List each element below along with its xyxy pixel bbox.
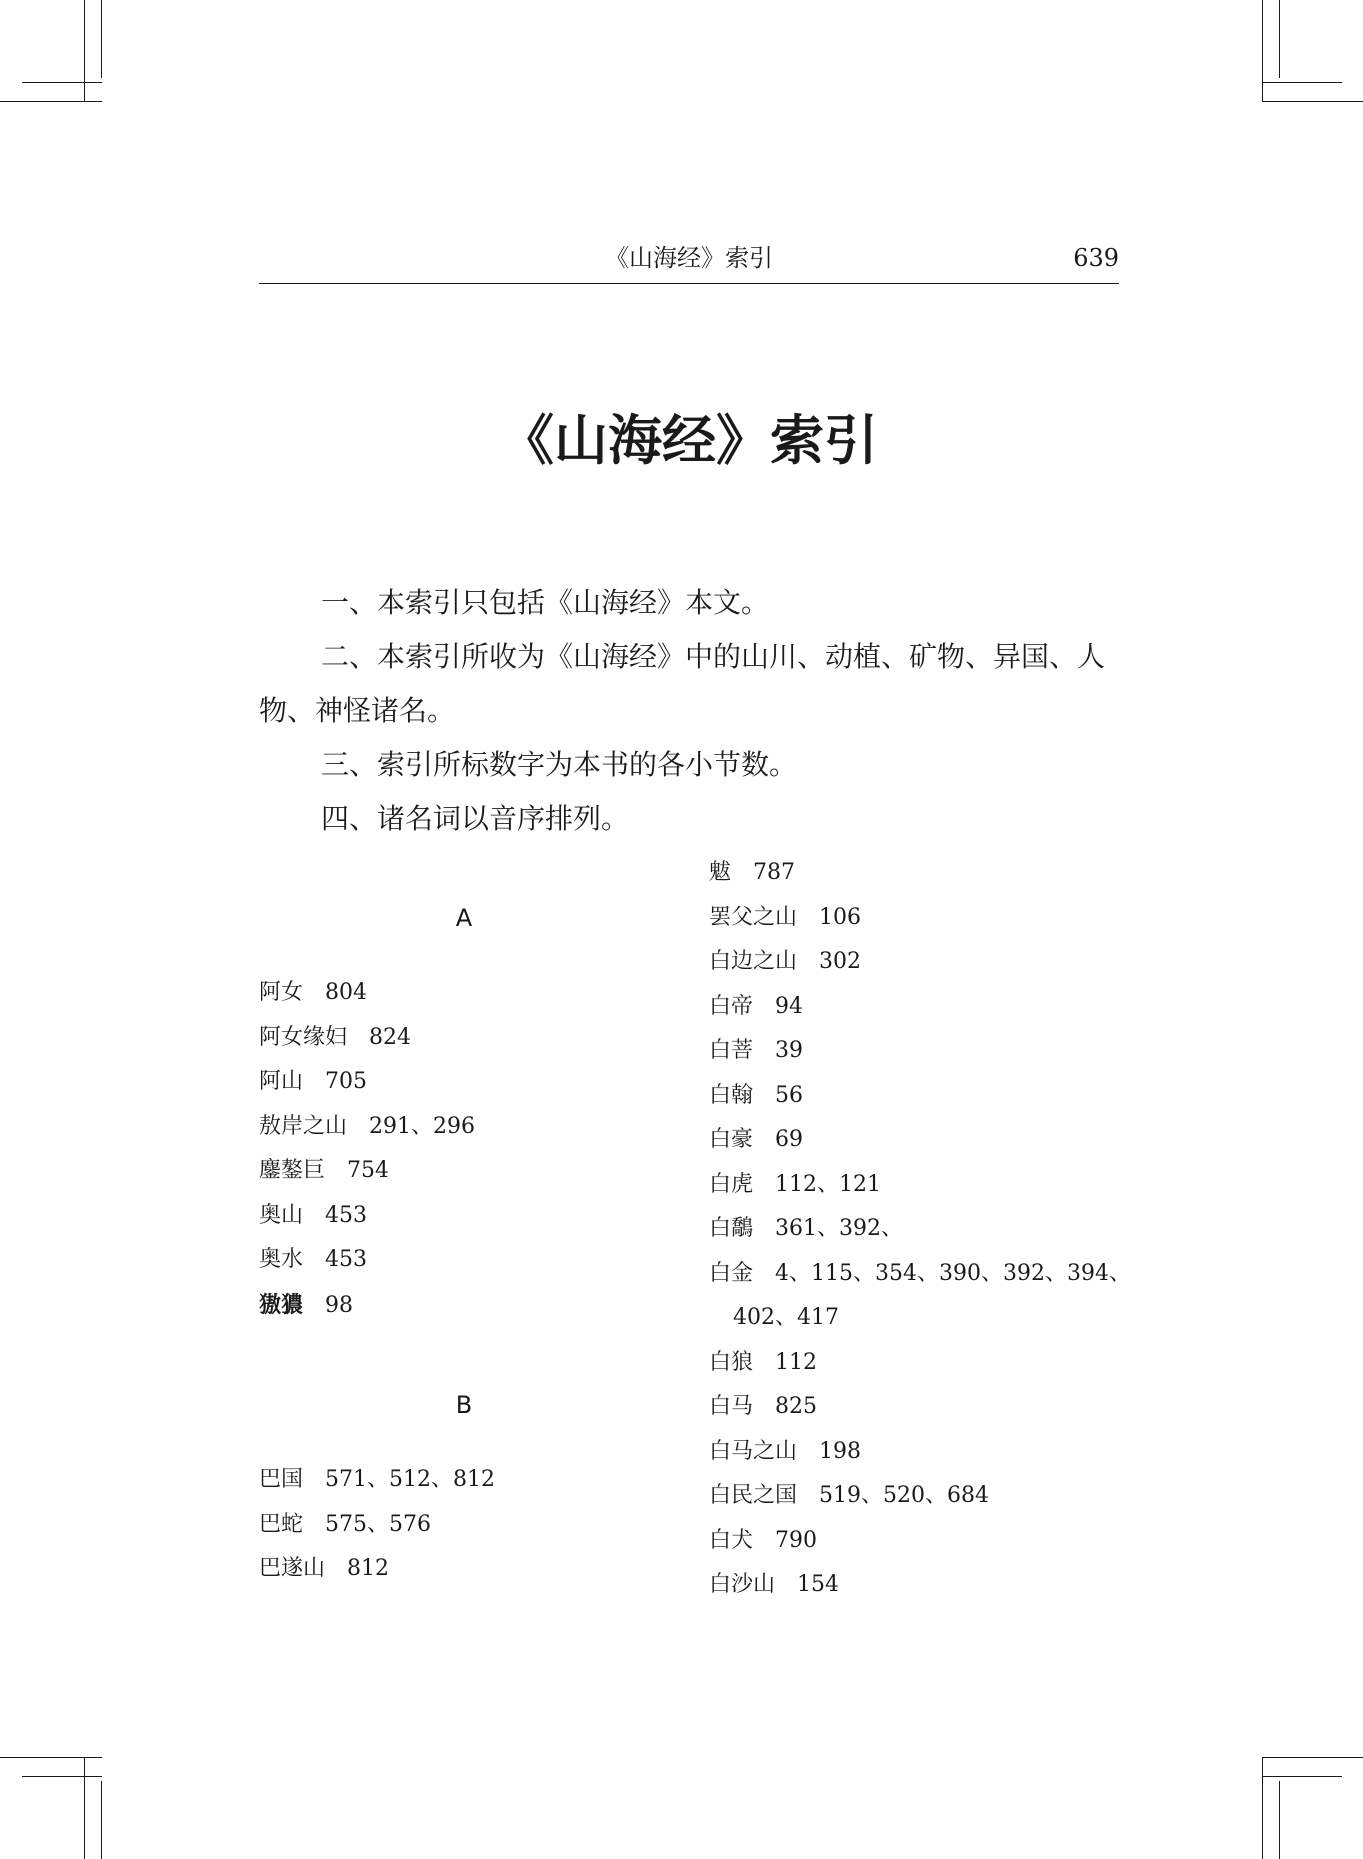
entry-name: 罢父之山 <box>709 904 798 930</box>
crop-mark <box>22 1776 102 1777</box>
entry-pages: 56 <box>775 1082 804 1108</box>
index-entry <box>709 940 1129 985</box>
crop-mark <box>1279 0 1280 78</box>
index-column-right <box>709 851 1129 1608</box>
crop-mark <box>1279 1781 1280 1859</box>
intro-line: 三、索引所标数字为本书的各小节数。 <box>321 748 798 781</box>
entry-name: 白翰 <box>709 1082 754 1108</box>
entry-name: 阿女缘妇 <box>259 1024 348 1050</box>
entry-name: 阿山 <box>259 1069 304 1094</box>
entry-pages: 291、296 <box>369 1113 475 1139</box>
index-entry <box>709 1519 1129 1564</box>
crop-mark <box>84 1757 85 1859</box>
entry-name: 白马之山 <box>709 1438 798 1464</box>
crop-mark <box>1262 82 1342 83</box>
entry-name: 白菩 <box>709 1038 754 1063</box>
entry-pages: 519、520、684 <box>819 1483 989 1508</box>
index-entry <box>709 985 1129 1030</box>
entry-pages: 571、512、812 <box>325 1467 495 1492</box>
entry-name: 白民之国 <box>709 1483 798 1508</box>
index-entry <box>709 896 1129 941</box>
entry-pages: 804 <box>325 980 368 1005</box>
entry-name: 奥水 <box>259 1247 304 1272</box>
entry-pages: 453 <box>325 1202 368 1228</box>
crop-mark <box>84 0 85 102</box>
entry-name: 敖岸之山 <box>259 1113 348 1139</box>
entry-name: 白边之山 <box>709 949 798 974</box>
index-entry <box>259 1194 689 1239</box>
entry-pages: 812 <box>347 1556 390 1581</box>
crop-mark <box>1262 1757 1263 1859</box>
index-entry <box>259 1149 689 1194</box>
entry-name: 白沙山 <box>709 1572 776 1597</box>
entry-pages: 39 <box>775 1038 804 1063</box>
entry-name: 巴蛇 <box>259 1511 304 1537</box>
entry-pages: 575、576 <box>325 1511 431 1537</box>
index-entry <box>709 1563 1129 1608</box>
index-entry <box>709 1074 1129 1119</box>
entry-continuation: 402、417 <box>733 1305 839 1330</box>
index-entry <box>259 1060 689 1105</box>
index-entry <box>259 1547 689 1592</box>
index-entry <box>709 1430 1129 1475</box>
entry-pages: 754 <box>347 1158 390 1183</box>
entry-pages: 112 <box>775 1349 818 1375</box>
entry-pages: 302 <box>819 949 862 974</box>
entry-name: 白鷮 <box>709 1216 754 1241</box>
crop-mark <box>1262 1757 1363 1758</box>
index-entry <box>709 1163 1129 1208</box>
index-column-left <box>259 893 689 1592</box>
index-entry <box>259 1283 689 1328</box>
entry-pages: 98 <box>325 1292 354 1318</box>
entry-name: 白豪 <box>709 1127 754 1152</box>
entry-name: 白狼 <box>709 1349 754 1375</box>
entry-name: 魃 <box>709 860 732 885</box>
running-title: 《山海经》索引 <box>605 244 773 272</box>
entry-pages: 824 <box>369 1024 412 1050</box>
page-title: 《山海经》索引 <box>500 408 878 472</box>
entry-pages: 112、121 <box>775 1171 881 1197</box>
entry-name: 白犬 <box>709 1527 754 1553</box>
entry-pages: 361、392、 <box>775 1216 903 1241</box>
crop-mark <box>101 0 102 78</box>
crop-mark <box>1262 1776 1342 1777</box>
entry-name: 白帝 <box>709 993 754 1019</box>
index-entry <box>259 1105 689 1150</box>
entry-pages: 154 <box>797 1572 840 1597</box>
intro-line: 二、本索引所收为《山海经》中的山川、动植、矿物、异国、人物、神怪诸名。 <box>259 640 1106 727</box>
entry-name: 白马 <box>709 1394 754 1419</box>
entry-pages: 705 <box>325 1069 368 1094</box>
header-rule <box>259 283 1119 284</box>
entry-name: 奥山 <box>259 1202 304 1228</box>
intro-notes <box>259 576 1129 846</box>
entry-name: 鏖鏊巨 <box>259 1158 326 1183</box>
index-entry <box>259 1238 689 1283</box>
entry-pages: 198 <box>819 1438 862 1464</box>
crop-mark <box>101 1781 102 1859</box>
entry-pages: 106 <box>819 904 862 930</box>
index-entry <box>709 851 1129 896</box>
running-head <box>259 238 1119 278</box>
entry-name: 阿女 <box>259 980 304 1005</box>
crop-mark <box>1262 101 1363 102</box>
entry-pages: 790 <box>775 1527 818 1553</box>
index-entry <box>259 1503 689 1548</box>
index-entry <box>709 1385 1129 1430</box>
crop-mark <box>0 101 102 102</box>
entry-name: 巴国 <box>259 1467 304 1492</box>
index-entry <box>259 1016 689 1061</box>
entry-pages: 4、115、354、390、392、394、 <box>775 1260 1131 1286</box>
index-entry <box>259 1458 689 1503</box>
entry-pages: 825 <box>775 1394 818 1419</box>
entry-pages: 69 <box>775 1127 804 1152</box>
index-entry <box>709 1252 1129 1297</box>
section-letter-a: A <box>455 904 473 932</box>
index-entry <box>709 1207 1129 1252</box>
entry-name: 白虎 <box>709 1171 754 1197</box>
crop-mark <box>1262 0 1263 102</box>
crop-mark <box>22 82 102 83</box>
index-entry <box>709 1118 1129 1163</box>
intro-line: 四、诸名词以音序排列。 <box>321 802 630 835</box>
page-number: 639 <box>1073 244 1119 272</box>
entry-pages: 787 <box>753 860 796 885</box>
index-entry <box>709 1474 1129 1519</box>
crop-mark <box>0 1757 102 1758</box>
entry-pages: 453 <box>325 1247 368 1272</box>
section-letter-b: B <box>455 1391 473 1419</box>
entry-name: 白金 <box>709 1260 754 1286</box>
entry-pages: 94 <box>775 993 804 1019</box>
index-entry <box>259 971 689 1016</box>
intro-line: 一、本索引只包括《山海经》本文。 <box>321 586 770 619</box>
entry-name: 獓㺜 <box>259 1291 304 1318</box>
index-entry <box>709 1341 1129 1386</box>
index-entry <box>709 1029 1129 1074</box>
entry-name: 巴遂山 <box>259 1556 326 1581</box>
